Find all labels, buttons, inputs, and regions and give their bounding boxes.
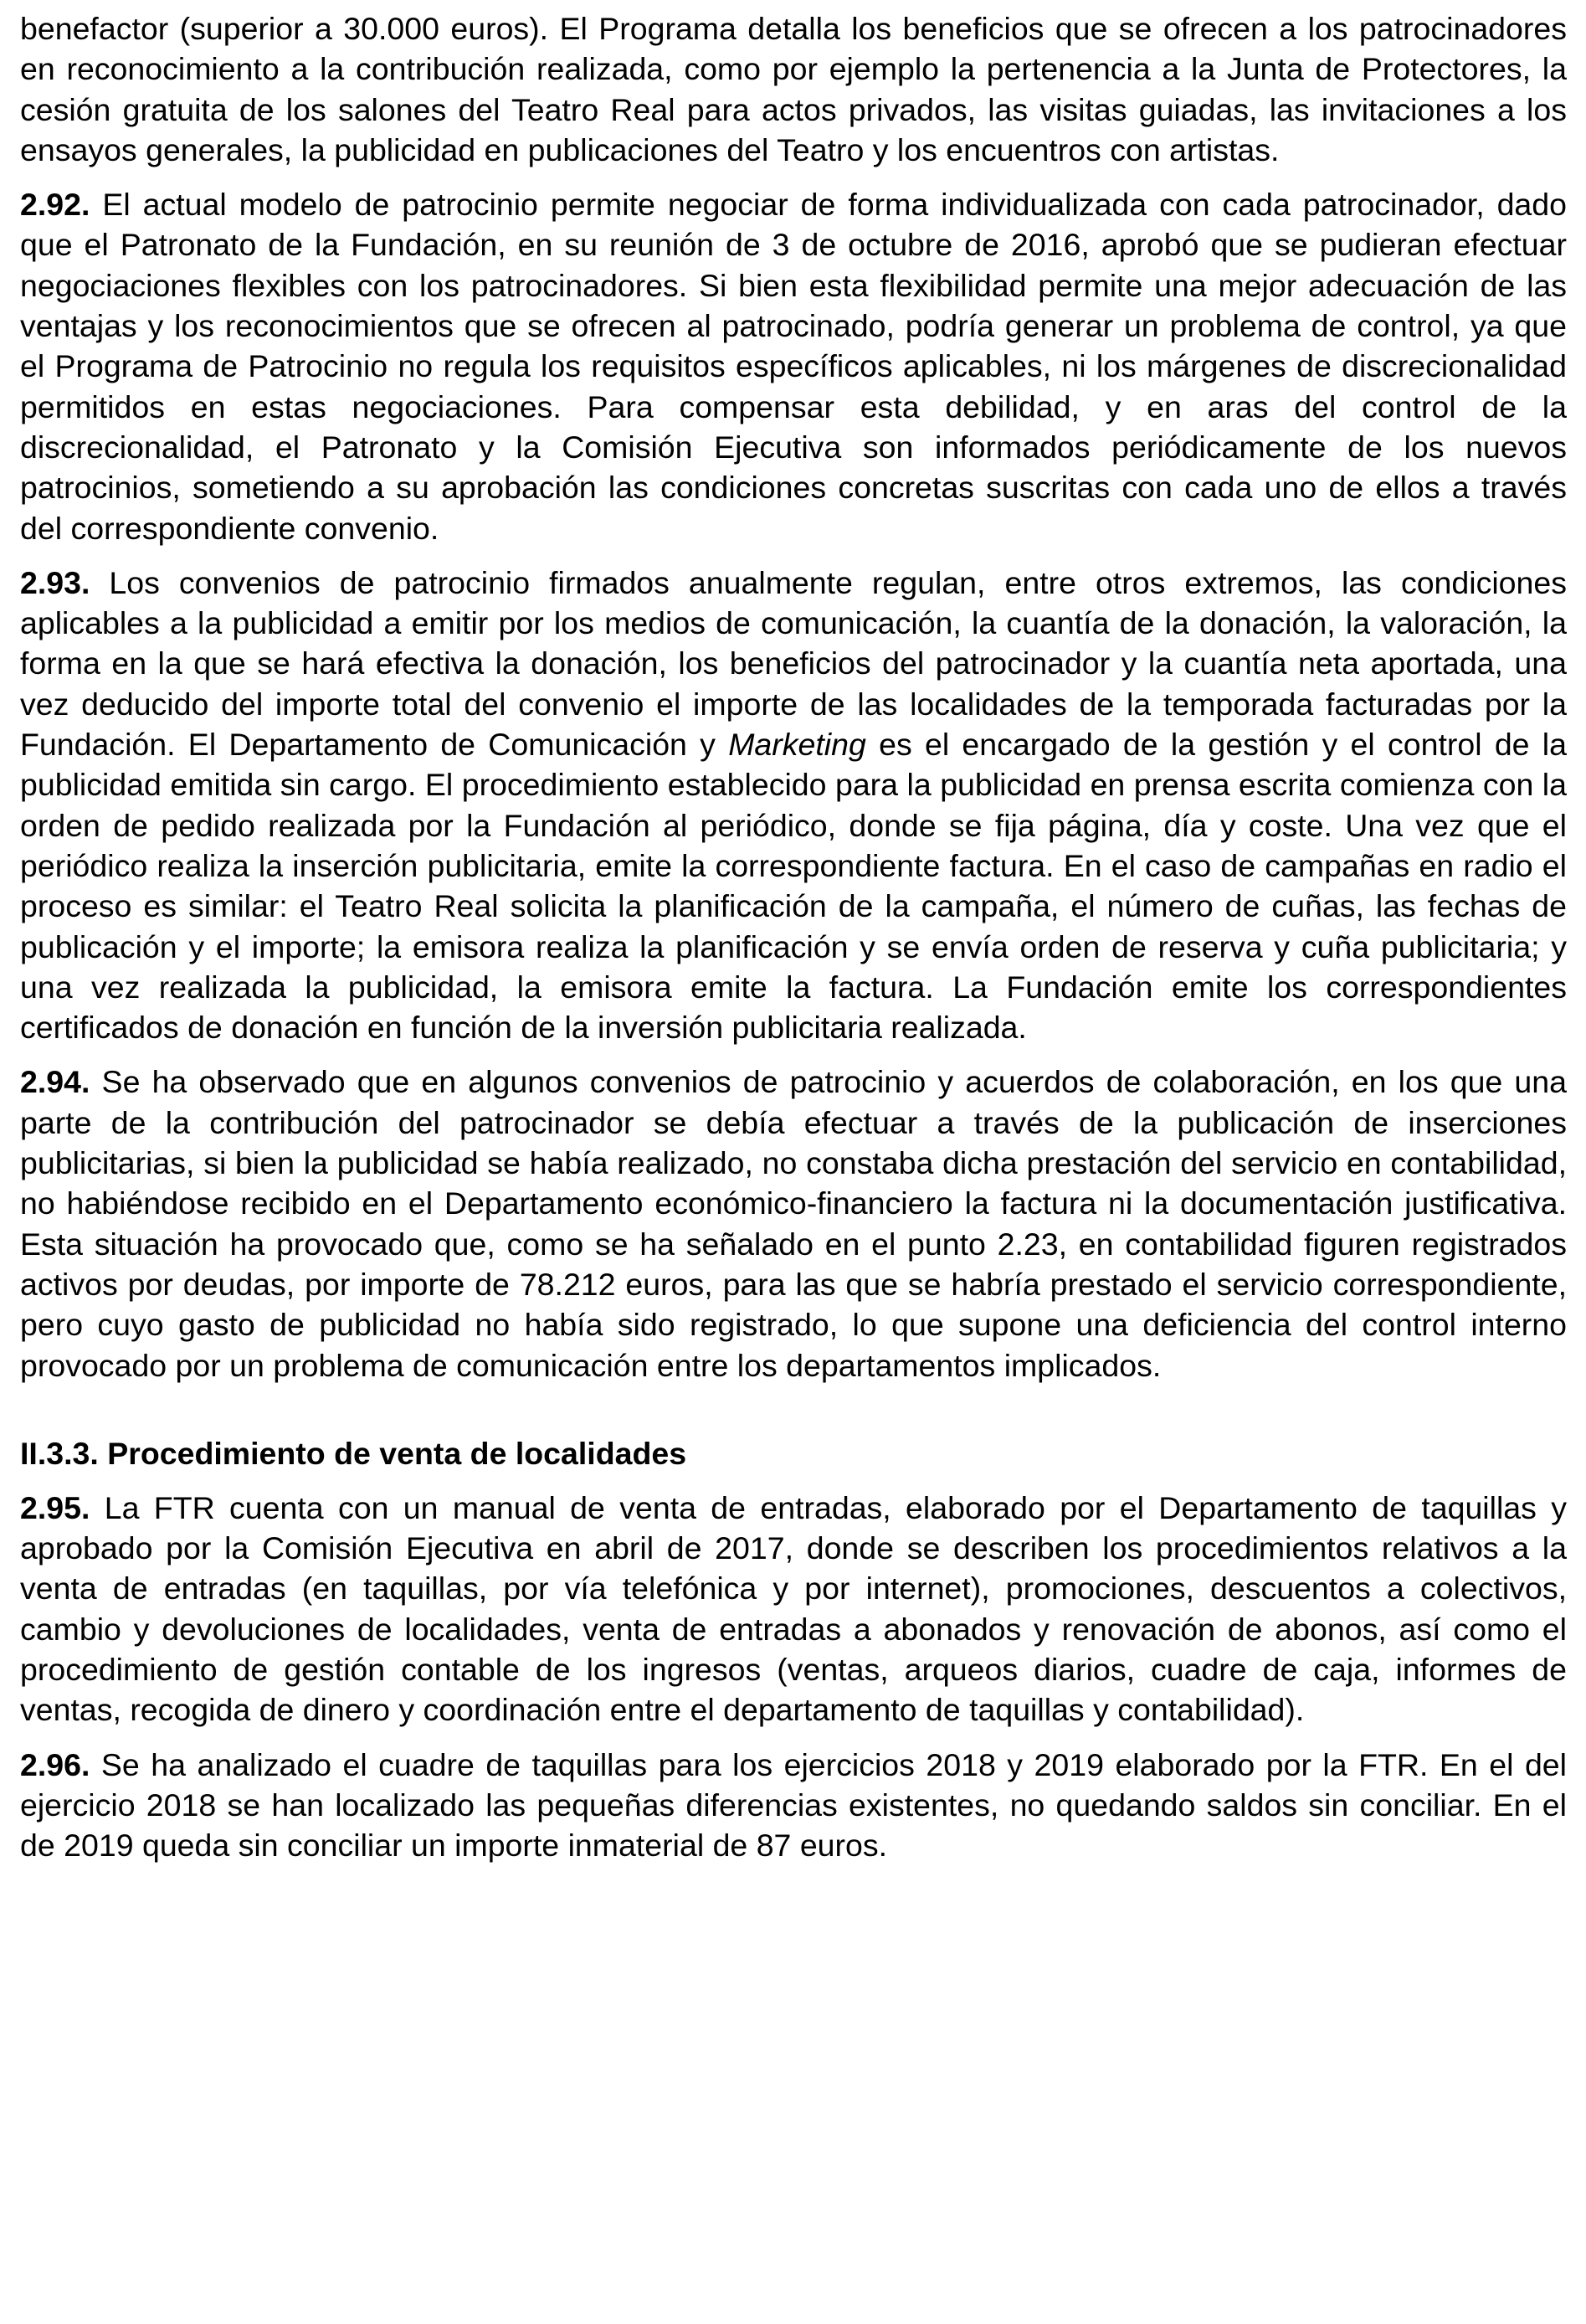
paragraph-italic-term: Marketing	[728, 727, 866, 763]
paragraph-2-91-continued	[20, 8, 1567, 170]
paragraph-text: La FTR cuenta con un manual de venta de entradas, elaborado por el Departamento de taquillas y aprobado por la Comisión Ejecutiva en abril de 2017, donde se describen los procedimientos relativos a la venta de entradas (en taquillas, por vía telefónica y por internet), promociones, descuentos a colectivos, cambio y devoluciones de localidades, venta de entradas a abonados y renovación de abonos, así como el procedimiento de gestión contable de los ingresos (ventas, arqueos diarios, cuadre de caja, informes de ventas, recogida de dinero y coordinación entre el departamento de taquillas y contabilidad).	[20, 1489, 1567, 1728]
paragraph-2-94	[20, 1062, 1567, 1385]
paragraph-text: Los convenios de patrocinio firmados anualmente regulan, entre otros extremos, las condiciones aplicables a la publicidad a emitir por los medios de comunicación, la cuantía de la donación, la valoración, la forma en la que se hará efectiva la donación, los beneficios del patrocinador y la cuantía neta aportada, una vez deducido del importe total del convenio el importe de las localidades de la temporada facturadas por la Fundación. El Departamento de Comunicación y	[20, 564, 1567, 763]
document-page	[20, 8, 1567, 1865]
paragraph-number: 2.96.	[20, 1746, 90, 1782]
paragraph-2-95	[20, 1488, 1567, 1730]
paragraph-2-92	[20, 184, 1567, 548]
paragraph-2-96	[20, 1745, 1567, 1866]
paragraph-number: 2.94.	[20, 1064, 90, 1100]
paragraph-2-93	[20, 563, 1567, 1048]
paragraph-number: 2.95.	[20, 1489, 90, 1525]
paragraph-number: 2.92.	[20, 187, 90, 223]
paragraph-text: es el encargado de la gestión y el control de la publicidad emitida sin cargo. El procedimiento establecido para la publicidad en prensa escrita comienza con la orden de pedido realizada por la Fundación al periódico, donde se fija página, día y coste. Una vez que el periódico realiza la inserción publicitaria, emite la correspondiente factura. En el caso de campañas en radio el proceso es similar: el Teatro Real solicita la planificación de la campaña, el número de cuñas, las fechas de publicación y el importe; la emisora realiza la planificación y se envía orden de reserva y cuña publicitaria; y una vez realizada la publicidad, la emisora emite la factura. La Fundación emite los correspondientes certificados de donación en función de la inversión publicitaria realizada.	[20, 727, 1567, 1046]
paragraph-text: Se ha analizado el cuadre de taquillas para los ejercicios 2018 y 2019 elaborado por la FTR. En el del ejercicio 2018 se han localizado las pequeñas diferencias existentes, no quedando saldos sin conciliar. En el de 2019 queda sin conciliar un importe inmaterial de 87 euros.	[20, 1746, 1567, 1864]
paragraph-text: benefactor (superior a 30.000 euros). El Programa detalla los beneficios que se ofrecen a los patrocinadores en reconocimiento a la contribución realizada, como por ejemplo la pertenencia a la Junta de Protectores, la cesión gratuita de los salones del Teatro Real para actos privados, las visitas guiadas, las invitaciones a los ensayos generales, la publicidad en publicaciones del Teatro y los encuentros con artistas.	[20, 11, 1567, 167]
section-heading: II.3.3. Procedimiento de venta de localidades	[20, 1435, 687, 1471]
paragraph-text: El actual modelo de patrocinio permite negociar de forma individualizada con cada patrocinador, dado que el Patronato de la Fundación, en su reunión de 3 de octubre de 2016, aprobó que se pudieran efectuar negociaciones flexibles con los patrocinadores. Si bien esta flexibilidad permite una mejor adecuación de las ventajas y los reconocimientos que se ofrecen al patrocinado, podría generar un problema de control, ya que el Programa de Patrocinio no regula los requisitos específicos aplicables, ni los márgenes de discrecionalidad permitidos en estas negociaciones. Para compensar esta debilidad, y en aras del control de la discrecionalidad, el Patronato y la Comisión Ejecutiva son informados periódicamente de los nuevos patrocinios, sometiendo a su aprobación las condiciones concretas suscritas con cada uno de ellos a través del correspondiente convenio.	[20, 187, 1567, 546]
paragraph-number: 2.93.	[20, 564, 90, 600]
paragraph-text: Se ha observado que en algunos convenios de patrocinio y acuerdos de colaboración, en los que una parte de la contribución del patrocinador se debía efectuar a través de la publicación de inserciones publicitarias, si bien la publicidad se había realizado, no constaba dicha prestación del servicio en contabilidad, no habiéndose recibido en el Departamento económico-financiero la factura ni la documentación justificativa. Esta situación ha provocado que, como se ha señalado en el punto 2.23, en contabilidad figuren registrados activos por deudas, por importe de 78.212 euros, para las que se habría prestado el servicio correspondiente, pero cuyo gasto de publicidad no había sido registrado, lo que supone una deficiencia del control interno provocado por un problema de comunicación entre los departamentos implicados.	[20, 1064, 1567, 1383]
